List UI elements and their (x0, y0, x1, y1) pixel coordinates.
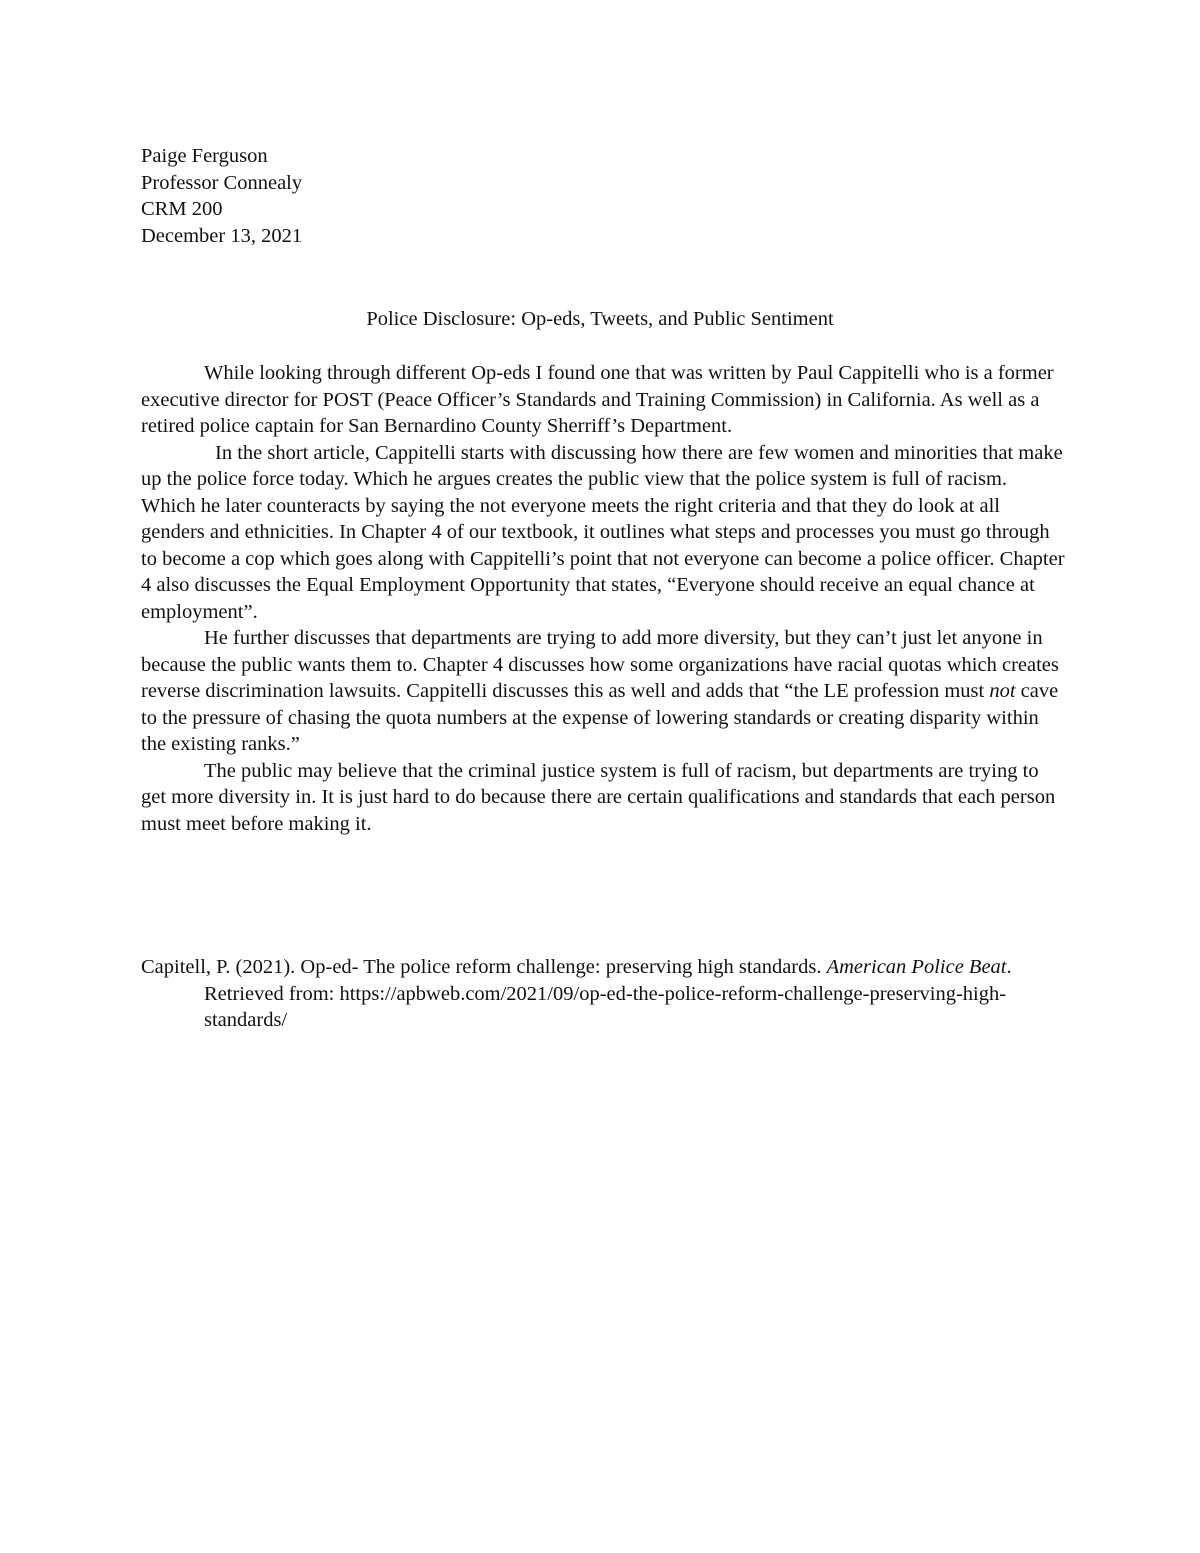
emphasized-word: not (989, 680, 1016, 702)
reference-citation (141, 954, 1041, 1034)
document-date: December 13, 2021 (141, 224, 303, 247)
course-code: CRM 200 (141, 198, 223, 220)
citation-url-text: Retrieved from: https://apbweb.com/2021/09/op-ed-the-police-reform-challenge-preserving-high-standards/ (204, 982, 1007, 1031)
body-paragraph: In the short article, Cappitelli starts with discussing how there are few women and minorities that make up the police force today. Which he argues creates the public view that the police system is full of racism. Which he later counteracts by saying the not everyone meets the right criteria and that they do look at all genders and ethnicities. In Chapter 4 of our textbook, it outlines what steps and processes you must go through to become a cop which goes along with Cappitelli’s point that not everyone can become a police officer. Chapter 4 also discusses the Equal Employment Opportunity that states, “Everyone should receive an equal chance at employment”. (141, 441, 1065, 623)
paragraph-text: cave to the pressure of chasing the quota numbers at the expense of lowering standards or creating disparity within the existing ranks.” (141, 680, 1059, 755)
citation-journal: American Police Beat (826, 956, 1007, 978)
header-block (141, 143, 741, 249)
body-paragraph: While looking through different Op-eds I found one that was written by Paul Cappitelli who is a former executive director for POST (Peace Officer’s Standards and Training Commission) in California. As well as a retired police captain for San Bernardino County Sherriff’s Department. (141, 362, 1054, 437)
citation-text: Capitell, P. (2021). Op-ed- The police reform challenge: preserving high standards. (141, 956, 827, 978)
paragraph-text: He further discusses that departments are trying to add more diversity, but they can’t just let anyone in because the public wants them to. Chapter 4 discusses how some organizations have racial quotas which creates reverse discrimination lawsuits. Cappitelli discusses this as well and adds that “the LE profession must (141, 627, 1059, 702)
author-name: Paige Ferguson (141, 145, 268, 167)
professor-name: Professor Connealy (141, 171, 303, 194)
document-title: Police Disclosure: Op-eds, Tweets, and Public Sentiment (366, 308, 834, 330)
citation-punct: . (1006, 956, 1012, 978)
body-paragraph (141, 625, 1066, 758)
body-paragraph: The public may believe that the criminal justice system is full of racism, but departments are trying to get more diversity in. It is just hard to do because there are certain qualifications and standards that each person must meet before making it. (141, 759, 1056, 835)
document-body (141, 360, 1066, 837)
